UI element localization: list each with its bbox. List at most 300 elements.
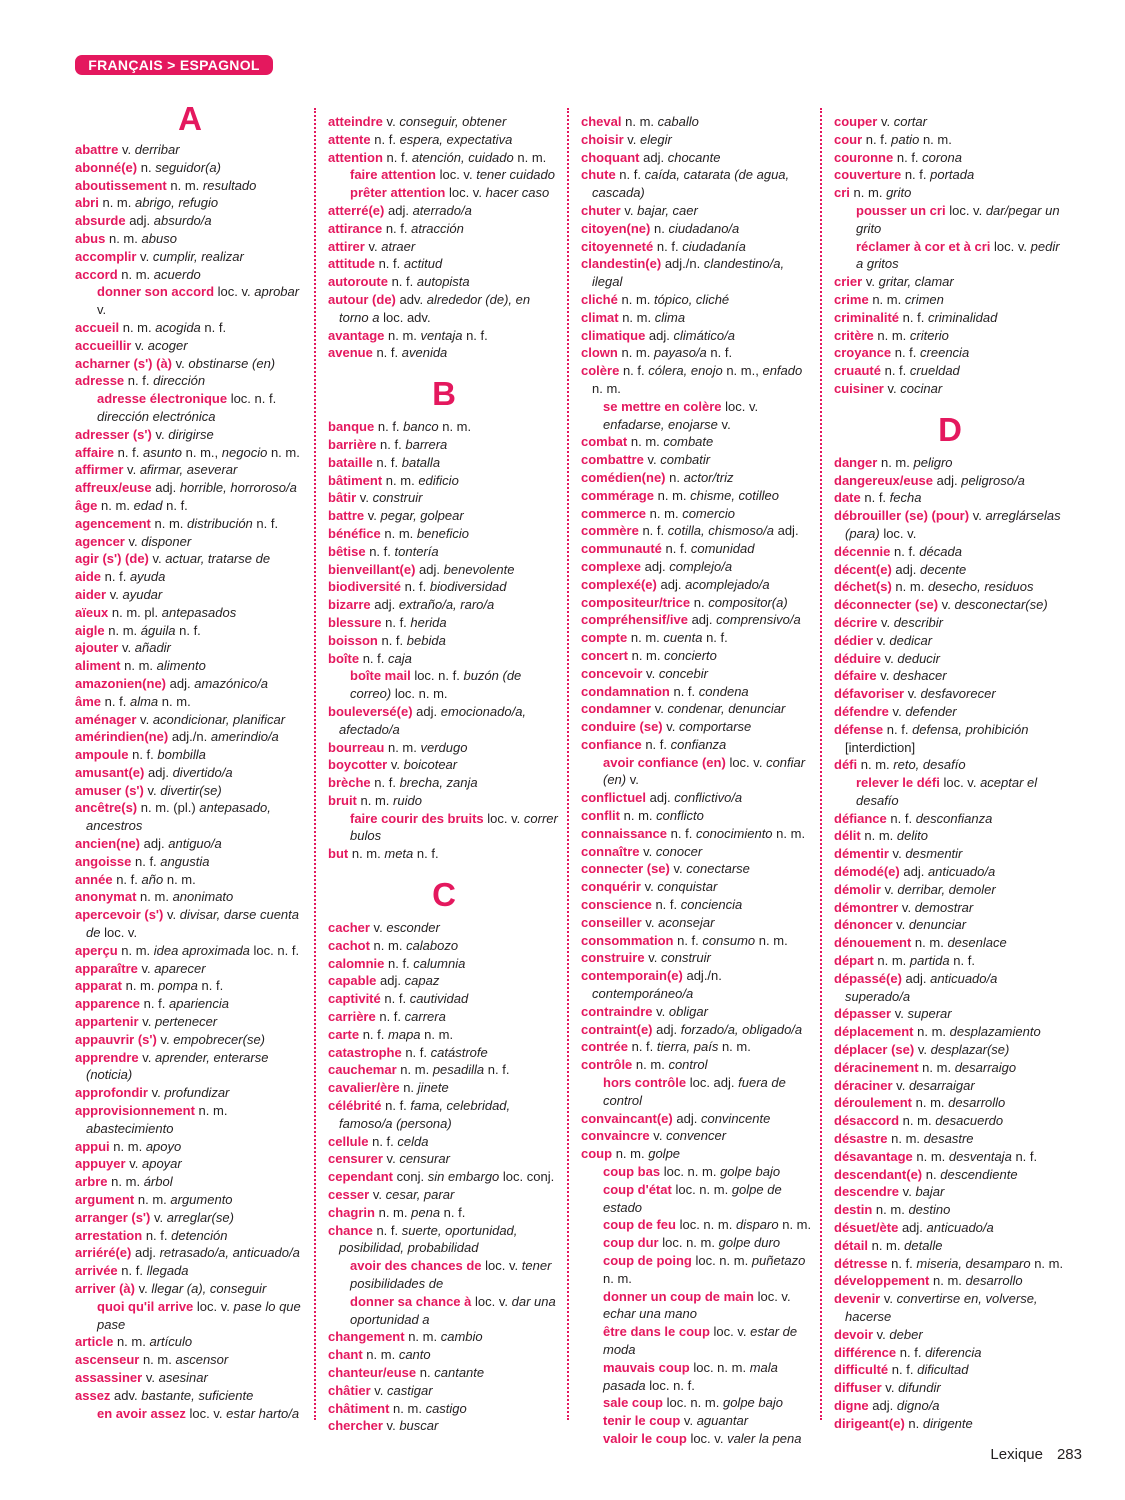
headword: abattre — [75, 142, 119, 157]
headword: convaincant(e) — [581, 1110, 673, 1126]
headword: climat — [581, 309, 619, 325]
lexicon-entry — [581, 291, 813, 309]
lexicon-entry — [834, 1023, 1066, 1041]
grammar: n. m. — [111, 1174, 141, 1190]
grammar: v. — [892, 846, 902, 862]
headword: argument — [75, 1192, 135, 1208]
grammar: n. m. — [1034, 1255, 1064, 1271]
lexicon-entry — [75, 853, 305, 871]
translation: construir — [372, 490, 423, 506]
grammar: loc. n. m. — [679, 1217, 733, 1233]
grammar: v. — [121, 640, 132, 656]
headword: attirer — [328, 238, 365, 254]
translation: edificio — [418, 472, 459, 488]
translation: denunciar — [908, 917, 967, 933]
headword: construire — [581, 950, 645, 966]
headword: critère — [834, 327, 874, 343]
headword: avantage — [328, 327, 385, 343]
grammar: adj./n. — [664, 256, 701, 272]
translation: confianza — [670, 736, 727, 752]
headword: acharner (s') (à) — [75, 355, 173, 371]
grammar: n. m. — [170, 177, 200, 193]
lexicon-entry — [328, 131, 560, 149]
sub-entry — [328, 184, 560, 202]
headword: attention — [328, 149, 383, 165]
headword: concevoir — [581, 665, 643, 681]
headword: défense — [834, 721, 884, 737]
headword: anonymat — [75, 889, 137, 905]
lexicon-entry — [75, 319, 305, 337]
grammar: loc. n. f. — [230, 391, 277, 407]
grammar: n. f. — [655, 897, 678, 913]
grammar: v. — [359, 490, 369, 506]
column-separator — [314, 108, 316, 1420]
translation: beneficio — [416, 525, 469, 541]
lexicon-entry — [328, 525, 560, 543]
translation: celda — [397, 1133, 429, 1149]
lexicon-entry — [328, 1079, 560, 1097]
headword: cruauté — [834, 363, 881, 379]
letter-heading-b: B — [432, 375, 456, 413]
translation: valer la pena — [727, 1430, 802, 1446]
grammar: n. m. — [121, 942, 151, 958]
translation: desventaja — [948, 1148, 1012, 1164]
grammar: n. m. — [895, 579, 925, 595]
headword: croyance — [834, 345, 892, 361]
translation: correr bulos — [350, 810, 558, 844]
headword: donner sa chance à — [350, 1293, 472, 1309]
grammar: n. m. — [592, 380, 621, 396]
lexicon-entry — [75, 1155, 305, 1173]
grammar: v. — [666, 719, 676, 735]
lexicon-entry — [834, 881, 1066, 899]
translation: atracción — [411, 220, 464, 236]
translation: atraer — [381, 238, 416, 254]
headword: pousser un cri — [856, 202, 946, 218]
lexicon-entry — [834, 632, 1066, 650]
headword: être dans le coup — [603, 1324, 710, 1340]
translation: puñetazo — [751, 1253, 806, 1268]
headword: cliché — [581, 291, 618, 307]
grammar: v. — [865, 274, 875, 290]
translation: conflictivo/a — [674, 790, 743, 806]
grammar: adv. — [399, 291, 424, 307]
translation: sin embargo — [427, 1169, 500, 1185]
lexicon-entry — [581, 469, 813, 487]
translation: disparo — [735, 1217, 779, 1233]
headword: atterré(e) — [328, 202, 385, 218]
grammar: n. f. — [656, 238, 679, 254]
headword: déraciner — [834, 1077, 893, 1093]
grammar: n. f. — [642, 523, 665, 539]
grammar: n. f. — [904, 167, 927, 183]
lexicon-entry — [328, 919, 560, 937]
grammar: loc. n. m. — [695, 1253, 749, 1268]
headword: déconnecter (se) — [834, 597, 939, 613]
grammar: v. — [887, 380, 897, 396]
translation: mapa — [388, 1026, 421, 1042]
headword: dangereux/euse — [834, 472, 933, 488]
translation: actor/triz — [683, 469, 734, 485]
lexicon-entry — [581, 629, 813, 647]
translation: abastecimiento — [86, 1120, 174, 1136]
grammar: n. f. — [204, 319, 227, 335]
headword: désuet/ète — [834, 1220, 899, 1236]
grammar: n. f. — [378, 256, 401, 272]
translation: benevolente — [443, 561, 515, 577]
headword: devoir — [834, 1326, 874, 1342]
grammar: n. f. — [134, 853, 157, 869]
grammar: n. f. — [894, 345, 917, 361]
lexicon-entry — [75, 639, 305, 657]
translation: negocio — [221, 444, 268, 460]
headword: apprendre — [75, 1049, 139, 1065]
grammar: n. m. — [142, 1352, 172, 1368]
translation: estar harto/a — [226, 1405, 300, 1421]
translation: apoyo — [145, 1138, 182, 1154]
lexicon-entry — [834, 863, 1066, 881]
translation: castigar — [387, 1382, 433, 1398]
lexicon-entry — [328, 507, 560, 525]
headword: délit — [834, 828, 861, 844]
headword: appauvrir (s') — [75, 1031, 157, 1047]
headword: déduire — [834, 650, 881, 666]
headword: en avoir assez — [97, 1405, 186, 1421]
lexicon-entry — [75, 444, 305, 462]
headword: connecter (se) — [581, 861, 670, 877]
lexicon-entry — [328, 1417, 560, 1435]
headword: brèche — [328, 775, 371, 791]
lexicon-entry — [75, 159, 305, 177]
lexicon-entry — [834, 578, 1066, 596]
sub-entry — [328, 1293, 560, 1329]
sub-entry — [581, 754, 813, 790]
headword: coup dur — [603, 1235, 659, 1251]
translation: consumo — [702, 932, 756, 948]
translation: golpe duro — [718, 1235, 781, 1251]
translation: comportarse — [679, 719, 752, 735]
headword: amusant(e) — [75, 764, 145, 780]
grammar: loc. n. m. — [666, 1395, 720, 1411]
translation: crimen — [904, 291, 944, 307]
lexicon-entry — [328, 972, 560, 990]
grammar: adj. — [901, 1220, 923, 1236]
lexicon-entry — [328, 1008, 560, 1026]
headword: censurer — [328, 1151, 383, 1167]
translation: descendiente — [940, 1166, 1018, 1182]
translation: conocimiento — [695, 825, 773, 841]
lexicon-entry — [834, 703, 1066, 721]
lexicon-entry — [581, 1145, 813, 1163]
lexicon-entry — [328, 454, 560, 472]
grammar: adj. — [129, 213, 151, 229]
lexicon-entry — [834, 1005, 1066, 1023]
headword: cuisiner — [834, 380, 884, 396]
headword: choisir — [581, 131, 624, 147]
translation: cumplir, realizar — [152, 248, 244, 264]
headword: relever le défi — [856, 775, 940, 791]
grammar: adj./n. — [171, 729, 208, 745]
headword: défavoriser — [834, 686, 905, 702]
grammar: n. f. — [372, 1133, 394, 1149]
translation: comprensivo/a — [716, 612, 801, 628]
translation: diferencia — [925, 1344, 982, 1360]
headword: contemporain(e) — [581, 968, 683, 984]
grammar: v. — [654, 701, 664, 717]
lexicon-entry — [328, 1186, 560, 1204]
lexicon-entry — [834, 1130, 1066, 1148]
translation: empobrecer(se) — [173, 1031, 266, 1047]
headword: clandestin(e) — [581, 256, 662, 272]
grammar: loc. n. m. — [394, 686, 448, 702]
grammar: v. — [896, 917, 906, 933]
grammar: n. m. — [384, 525, 414, 541]
translation: detalle — [904, 1237, 943, 1253]
lexicon-entry — [581, 576, 813, 594]
grammar: adj. — [143, 836, 165, 852]
grammar: n. m. — [140, 889, 169, 905]
grammar: n. m. — [916, 1148, 946, 1164]
lexicon-entry — [75, 728, 305, 746]
headword: année — [75, 871, 113, 887]
grammar: n. f. — [132, 747, 154, 763]
headword: avoir confiance (en) — [603, 754, 726, 770]
section-tag: FRANÇAIS > ESPAGNOL — [75, 55, 273, 75]
lexicon-entry — [328, 1044, 560, 1062]
grammar: n. f. — [387, 955, 410, 971]
headword: attente — [328, 131, 371, 147]
translation: década — [919, 543, 962, 559]
lexicon-entry — [834, 845, 1066, 863]
grammar: n. m. — [721, 1039, 751, 1055]
grammar: n. f. — [891, 1255, 913, 1271]
grammar: loc. v. — [943, 775, 977, 791]
translation: cambio — [440, 1329, 483, 1345]
headword: affaire — [75, 444, 115, 460]
headword: clown — [581, 345, 618, 361]
headword: destin — [834, 1202, 873, 1218]
grammar: v. — [368, 238, 378, 254]
headword: aperçu — [75, 942, 118, 958]
grammar: n. f. — [143, 996, 166, 1012]
translation: clima — [654, 309, 686, 325]
translation: compositor(a) — [708, 594, 788, 610]
grammar: n. m. — [621, 291, 651, 307]
lexicon-entry — [581, 149, 813, 167]
translation: desarraigar — [908, 1077, 975, 1093]
grammar: adj. — [644, 558, 666, 574]
grammar: n. f. — [706, 630, 728, 646]
translation: pena — [411, 1204, 441, 1220]
grammar: v. — [141, 960, 151, 976]
translation: biodiversidad — [429, 579, 507, 595]
translation: absurdo/a — [153, 213, 212, 229]
translation: describir — [893, 614, 943, 630]
translation: fuera de control — [603, 1075, 786, 1108]
headword: dépasser — [834, 1006, 892, 1022]
lexicon-entry — [581, 255, 813, 291]
grammar: n. m. — [776, 825, 806, 841]
grammar: n. m. — [116, 1334, 146, 1350]
grammar: n. f. — [145, 1227, 168, 1243]
grammar: n. f. — [380, 436, 402, 452]
lexicon-entry — [581, 878, 813, 896]
lexicon-entry — [328, 1400, 560, 1418]
translation: ruido — [393, 792, 422, 808]
translation: criterio — [909, 327, 949, 343]
lexicon-entry — [75, 586, 305, 604]
sub-entry — [581, 1430, 813, 1448]
translation: digno/a — [896, 1397, 940, 1413]
headword: âge — [75, 497, 98, 513]
lexicon-entry — [328, 273, 560, 291]
translation: acuerdo — [153, 266, 201, 282]
grammar: adj. — [155, 480, 177, 496]
grammar: v. — [917, 1042, 927, 1058]
translation: bajar — [915, 1184, 945, 1200]
grammar: v. — [138, 1281, 148, 1296]
grammar: n. f. — [899, 1344, 922, 1360]
lexicon-entry — [834, 1255, 1066, 1273]
lexicon-entry — [328, 650, 560, 668]
lexicon-entry — [75, 355, 305, 373]
headword: chute — [581, 167, 616, 183]
lexicon-entry — [75, 799, 305, 835]
headword: déchet(s) — [834, 579, 892, 595]
lexicon-entry — [834, 184, 1066, 202]
headword: devenir — [834, 1291, 881, 1307]
lexicon-entry — [328, 614, 560, 632]
grammar: loc. n. m. — [663, 1164, 717, 1180]
grammar: conj. — [396, 1169, 425, 1185]
lexicon-entry — [581, 505, 813, 523]
lexicon-entry — [834, 1148, 1066, 1166]
lexicon-entry — [834, 1237, 1066, 1255]
headword: colère — [581, 363, 620, 379]
grammar: n. f. — [376, 1222, 399, 1238]
translation: edad — [133, 497, 163, 513]
grammar: adj. — [147, 764, 169, 780]
lexicon-entry — [328, 774, 560, 792]
headword: décent(e) — [834, 561, 892, 577]
translation: miseria, desamparo — [916, 1255, 1031, 1271]
grammar: n. f. — [443, 1204, 466, 1220]
lexicon-entry — [581, 1021, 813, 1039]
headword: cheval — [581, 114, 622, 129]
grammar: v. — [386, 1418, 396, 1434]
headword: boîte — [328, 650, 360, 666]
headword: déroulement — [834, 1095, 913, 1111]
headword: démontrer — [834, 899, 899, 915]
grammar: n. m., — [726, 363, 759, 379]
headword: cavalier/ère — [328, 1080, 400, 1096]
translation: cuenta — [663, 630, 703, 646]
lexicon-entry — [581, 860, 813, 878]
headword: conflictuel — [581, 790, 647, 806]
grammar: v. — [367, 508, 377, 524]
grammar: n. f. — [385, 220, 408, 236]
translation: aconsejar — [658, 914, 715, 930]
translation: forzado/a, obligado/a — [680, 1021, 803, 1037]
grammar: n. m. — [871, 1237, 901, 1253]
grammar: n. m. — [385, 472, 415, 488]
headword: valoir le coup — [603, 1430, 687, 1446]
lexicon-entry — [834, 1379, 1066, 1397]
grammar: n. f. — [166, 497, 188, 513]
headword: dirigeant(e) — [834, 1415, 905, 1431]
grammar: v. — [683, 1413, 694, 1429]
headword: apparence — [75, 996, 141, 1012]
grammar: adj./n. — [686, 968, 722, 984]
headword: ancien(ne) — [75, 836, 141, 852]
lexicon-entry — [328, 238, 560, 256]
grammar: n. f. — [379, 1009, 402, 1025]
grammar: v. — [876, 632, 886, 648]
translation: apariencia — [168, 996, 229, 1012]
grammar: v. — [127, 462, 137, 478]
headword: capable — [328, 973, 377, 989]
grammar: v. — [624, 202, 634, 218]
translation: acomplejado/a — [685, 576, 770, 592]
headword: adresse — [75, 373, 125, 389]
headword: apercevoir (s') — [75, 907, 164, 923]
grammar: n. f. — [865, 131, 888, 147]
lexicon-entry — [834, 1272, 1066, 1290]
grammar: n. f. — [619, 167, 641, 183]
sub-entry — [581, 1394, 813, 1412]
grammar: n. m. — [137, 1192, 167, 1208]
lexicon-entry — [581, 220, 813, 238]
headword: combattre — [581, 452, 644, 468]
translation: ayuda — [129, 569, 166, 585]
headword: célébrité — [328, 1098, 382, 1114]
grammar: n. f. — [622, 363, 645, 379]
translation: contemporáneo/a — [592, 986, 694, 1002]
grammar: v. — [160, 1031, 170, 1047]
headword: bâtir — [328, 490, 357, 506]
headword: connaître — [581, 843, 640, 859]
lexicon-entry — [581, 1127, 813, 1145]
page-footer — [976, 1446, 1082, 1463]
translation: climático/a — [673, 327, 735, 343]
translation: aterrado/a — [412, 202, 472, 218]
headword: descendre — [834, 1184, 900, 1200]
translation: pertenecer — [154, 1014, 218, 1030]
translation: idea aproximada — [153, 942, 250, 958]
lexicon-entry — [834, 916, 1066, 934]
headword: carte — [328, 1026, 360, 1042]
lexicon-entry — [834, 685, 1066, 703]
column-separator — [567, 108, 569, 1420]
grammar: v. — [386, 114, 396, 129]
headword: appui — [75, 1138, 110, 1154]
translation: echar una mano — [603, 1306, 697, 1322]
translation: angustia — [160, 853, 210, 869]
headword: arbre — [75, 1174, 108, 1190]
grammar: n. m. — [615, 1146, 645, 1162]
grammar: loc. v. — [487, 810, 521, 826]
grammar: n. — [653, 220, 665, 236]
grammar: n. m. — [630, 630, 660, 646]
translation: afirmar, aseverar — [139, 462, 238, 478]
headword: diffuser — [834, 1380, 882, 1396]
headword: donner son accord — [97, 284, 215, 300]
translation: profundizar — [164, 1085, 230, 1101]
headword: coup — [581, 1146, 613, 1162]
grammar: n. f. — [104, 569, 127, 585]
translation: dificultad — [917, 1362, 969, 1378]
grammar: n. m. — [914, 935, 944, 951]
